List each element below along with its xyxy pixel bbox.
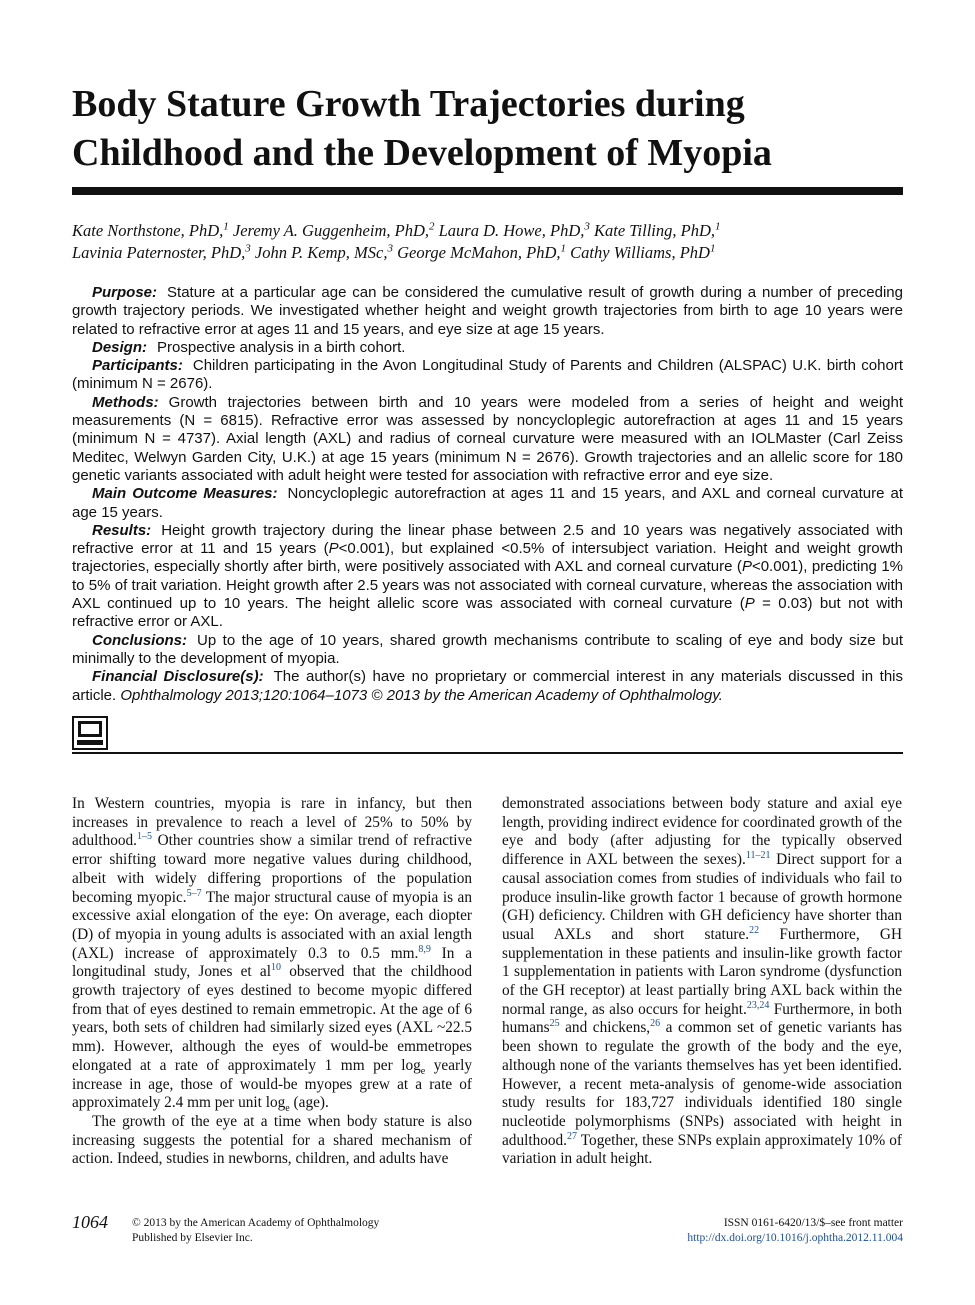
publisher-info [132,1216,379,1246]
page-number: 1064 [72,1212,108,1232]
p-symbol: P [744,595,755,613]
abstract-text: Up to the age of 10 years, shared growth mechanisms contribute to scaling of eye and body size but minimally to the development of myopia. [72,631,903,667]
author-affiliation: 3 [245,242,251,255]
abstract-label: Main Outcome Measures: [92,485,278,503]
section-divider [72,752,903,754]
body-text: Together, these SNPs explain approximately 10% of variation in adult height. [502,1131,902,1168]
author-affiliation: 1 [709,242,716,255]
abstract-methods [72,394,903,485]
author: John P. Kemp, MSc, [254,243,388,262]
body-text: Other countries show a similar trend of refractive error shifting toward more negative values during childhood, albeit with widely differing proportions of the population becoming myopic. [72,832,472,906]
abstract-label: Design: [92,338,148,356]
body-text: (age). [289,1094,329,1112]
abstract-label: Financial Disclosure(s): [92,668,264,686]
abstract-outcome-measures [72,485,903,522]
author-affiliation: 3 [387,242,393,255]
computer-icon[interactable] [72,716,108,750]
abstract-text: Noncycloplegic autorefraction at ages 11 and 15 years, and AXL and corneal curvature at age 15 years. [72,485,903,521]
body-text: demonstrated associations between body stature and axial eye length, providing indirect evidence for coordinated growth of the eye and body (after adjusting for the typically observed difference in AXL between the sexes). [502,795,902,869]
abstract-design [72,339,903,357]
abstract-text: <0.001), but explained <0.5% of intersubject variation. Height and weight growth trajectories, especially shortly after birth, were positively associated with AXL and corneal curvature ( [72,540,903,576]
author: Kate Tilling, PhD, [594,221,716,240]
p-symbol: P [741,558,752,576]
body-text: a common set of genetic variants has been shown to regulate the growth of the body and the eye, although none of the variants themselves has yet been identified. However, a recent meta-analysis of genome-wide association study results for 183,727 individuals identified 180 single nucleotide polymorphisms (SNPs) associated with height in adulthood. [502,1019,902,1149]
body-text: yearly increase in age, those of would-be myopes grew at a rate of approximately 2.4 mm per unit log [72,1056,472,1112]
body-text: Direct support for a causal association comes from studies of individuals who fail to produce insulin-like growth factor 1 because of growth hormone (GH) deficiency. Children with GH deficiency have shorter than usual AXLs and short stature. [502,851,902,943]
citation-link[interactable]: 25 [549,1018,560,1030]
body-paragraph: The growth of the eye at a time when body stature is also increasing suggests the potential for a shared mechanism of action. Indeed, studies in newborns, children, and adults have [72,1112,472,1168]
body-paragraph [502,795,902,1169]
issn-info [687,1216,903,1246]
body-text: Furthermore, GH supplementation in these patients and insulin-like growth factor 1 supplementation in patients with Laron syndrome (dysfunction of the GH receptor) at least partially bring AXL back within the normal range, as also occurs for height. [502,925,902,1018]
publisher-text: Published by Elsevier Inc. [132,1232,253,1244]
body-text: Furthermore, in both humans [502,1000,902,1037]
author: George McMahon, PhD, [397,243,561,262]
body-text: and chickens, [559,1019,651,1037]
citation-link[interactable]: 5–7 [186,887,202,899]
citation-link[interactable]: 27 [567,1130,578,1142]
abstract-text: Stature at a particular age can be considered the cumulative result of growth during a number of preceding growth trajectory periods. We investigated whether height and weight growth trajectories from birth to age 10 years were related to refractive error at ages 11 and 15 years, and eye size at age 15 years. [72,284,903,338]
abstract-disclosure [72,668,903,705]
abstract-text: Prospective analysis in a birth cohort. [157,338,406,356]
article-title: Body Stature Growth Trajectories during Childhood and the Development of Myopia [72,83,772,174]
author-affiliation: 1 [715,220,721,233]
author-affiliation: 2 [428,220,435,233]
abstract-text: The author(s) have no proprietary or commercial interest in any materials discussed in this article. [72,668,903,704]
author-affiliation: 1 [560,242,567,255]
citation-link[interactable]: 1–5 [137,831,153,843]
author: Kate Northstone, PhD, [72,221,224,240]
citation-link[interactable]: 10 [270,962,281,974]
abstract-label: Results: [92,521,152,539]
citation-link[interactable]: 8,9 [418,943,431,955]
author: Lavinia Paternoster, PhD, [72,243,246,262]
citation-link[interactable]: 11–21 [745,850,771,862]
body-text: In a longitudinal study, Jones et al [72,944,472,981]
subscript: e [420,1065,426,1077]
author-list [72,220,903,264]
abstract-label: Purpose: [92,284,158,301]
citation-link[interactable]: 23,24 [746,999,770,1011]
author: Cathy Williams, PhD [570,243,710,262]
abstract-purpose [72,284,903,339]
abstract [72,284,903,705]
body-column-left [72,795,472,1169]
p-symbol: P [328,540,339,558]
abstract-text: Height growth trajectory during the linear phase between 2.5 and 10 years was negatively associated with refractive error at 11 and 15 years ( [72,521,903,558]
abstract-conclusions [72,632,903,669]
doi-link[interactable]: http://dx.doi.org/10.1016/j.ophtha.2012.11.004 [687,1232,903,1244]
issn-text: ISSN 0161-6420/13/$–see front matter [723,1217,903,1229]
abstract-text: <0.001), predicting 1% to 5% of trait variation. Height growth after 2.5 years was not associated with corneal curvature, whereas the association with AXL continued up to 10 years. The height allelic score was associated with corneal curvature ( [72,558,904,613]
author: Jeremy A. Guggenheim, PhD, [232,221,429,240]
abstract-participants [72,357,903,394]
abstract-text: Children participating in the Avon Longitudinal Study of Parents and Children (ALSPAC) U.K. birth cohort (minimum N = 2676). [72,357,903,393]
author-affiliation: 1 [223,220,229,233]
subscript: e [285,1103,290,1115]
body-column-right [502,795,902,1169]
abstract-label: Participants: [92,357,183,375]
body-text: observed that the childhood growth trajectory of eyes destined to become myopic differed from that of eyes destined to remain emmetropic. At the age of 6 years, both sets of children had similarly sized eyes (AXL ~22.5 mm). However, although the eyes of would-be emmetropes elongated at a rate of approximately 1 mm per log [72,963,473,1074]
citation-link[interactable]: 22 [749,924,760,936]
abstract-results [72,522,903,632]
body-text: In Western countries, myopia is rare in infancy, but then increases in prevalence to reach a level of 25% to 50% by adulthood. [72,795,472,850]
author-affiliation: 3 [584,220,590,233]
body-text: The major structural cause of myopia is an excessive axial elongation of the eye: On average, each diopter (D) of myopia in young adults is associated with an axial length (AXL) increase of approximately 0.3 to 0.5 mm. [72,888,472,962]
author: Laura D. Howe, PhD, [438,221,585,240]
copyright-text: © 2013 by the American Academy of Ophthalmology [132,1217,380,1229]
abstract-text: Growth trajectories between birth and 10 years were modeled from a series of height and weight measurements (N = 6815). Refractive error was assessed by noncycloplegic autorefraction at ages 11 and 15 years (minimum N = 4737). Axial length (AXL) and radius of corneal curvature were measured with an IOLMaster (Carl Zeiss Meditec, Welwyn Garden City, U.K.) at age 15 years (minimum N = 2676). Growth trajectories and an allelic score for 180 genetic variants associated with adult height were tested for association with refractive error and eye size. [72,393,903,484]
body-paragraph [72,795,472,1113]
citation-link[interactable]: 26 [650,1018,661,1030]
abstract-text: = 0.03) but not with refractive error or AXL. [72,595,903,631]
abstract-label: Methods: [92,393,159,411]
title-divider [72,187,903,195]
abstract-label: Conclusions: [92,631,188,649]
journal-citation: Ophthalmology 2013;120:1064–1073 © 2013 by the American Academy of Ophthalmology. [120,686,723,704]
